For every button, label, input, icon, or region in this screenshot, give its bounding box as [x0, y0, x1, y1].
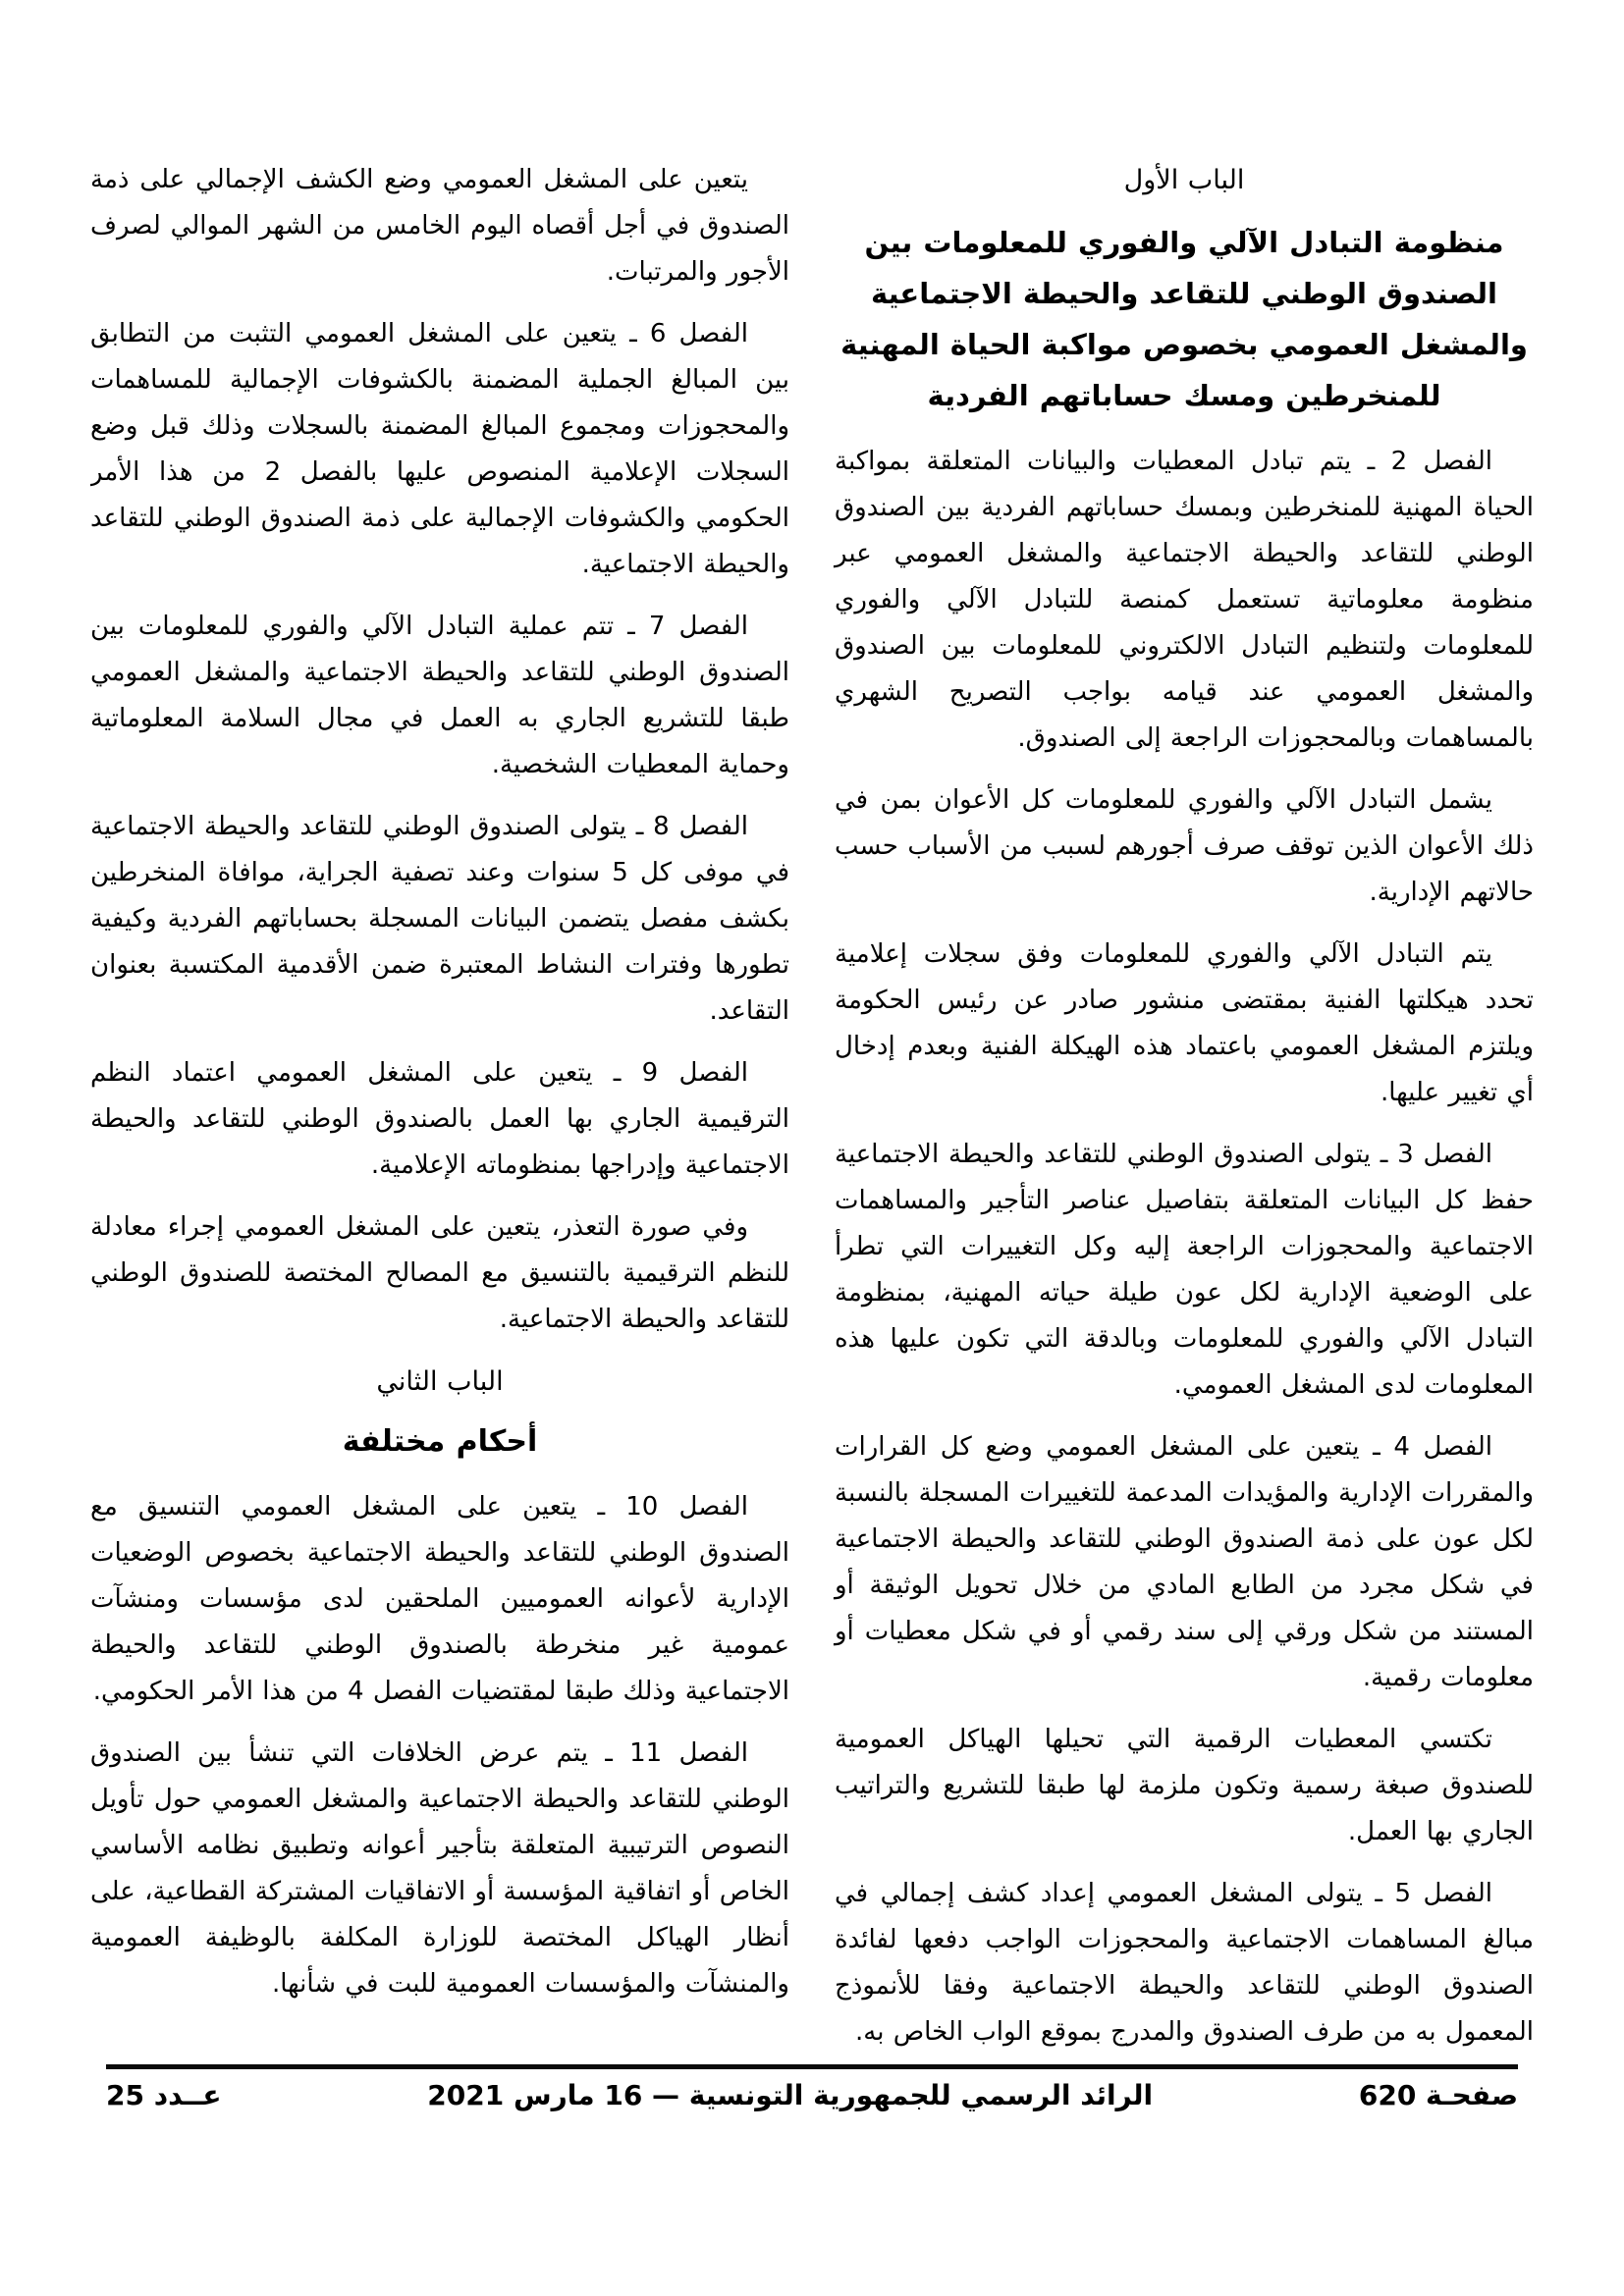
article-8-paragraph: الفصل 8 ـ يتولى الصندوق الوطني للتقاعد والحيطة الاجتماعية في موفى كل 5 سنوات وعند تصفية الجراية، موافاة المنخرطين بكشف مفصل يتضمن البيانات المسجلة بحساباتهم الفردية وكيفية تطورها وفترات النشاط المعتبرة ضمن الأقدمية المكتسبة بعنوان التقاعد.: [90, 812, 789, 1026]
footer-journal-title-and-date: الرائد الرسمي للجمهورية التونسية — 16 مارس 2021: [427, 2079, 1154, 2111]
footer-issue-number: عــدد 25: [106, 2079, 222, 2111]
article-5-continuation-paragraph: يتعين على المشغل العمومي وضع الكشف الإجمالي على ذمة الصندوق في أجل أقصاه اليوم الخامس من الشهر الموالي لصرف الأجور والمرتبات.: [90, 165, 789, 287]
article-3-paragraph: الفصل 3 ـ يتولى الصندوق الوطني للتقاعد والحيطة الاجتماعية حفظ كل البيانات المتعلقة بتفاصيل عناصر التأجير والمساهمات الاجتماعية والمحجوزات الراجعة إليه وكل التغييرات التي تطرأ على الوضعية الإدارية لكل عون طيلة حياته المهنية، بمنظومة التبادل الآلي والفوري للمعلومات وبالدقة التي تكون عليها هذه المعلومات لدى المشغل العمومي.: [835, 1140, 1534, 1400]
part-two-label: الباب الثاني: [376, 1366, 504, 1397]
part-two-title: أحكام مختلفة: [342, 1424, 538, 1459]
article-6-paragraph: الفصل 6 ـ يتعين على المشغل العمومي التثبت من التطابق بين المبالغ الجملية المضمنة بالكشوفات الإجمالية للمساهمات والمحجوزات ومجموع المبالغ المضمنة بالسجلات وذلك قبل وضع السجلات الإعلامية المنصوص عليها بالفصل 2 من هذا الأمر الحكومي والكشوفات الإجمالية على ذمة الصندوق الوطني للتقاعد والحيطة الاجتماعية.: [90, 319, 789, 579]
article-9-paragraph: الفصل 9 ـ يتعين على المشغل العمومي اعتماد النظم الترقيمية الجاري بها العمل بالصندوق الوطني للتقاعد والحيطة الاجتماعية وإدراجها بمنظوماته الإعلامية.: [90, 1058, 789, 1180]
page-footer: [106, 2079, 1518, 2111]
column-left: [90, 157, 789, 2052]
part-one-label: الباب الأول: [1123, 165, 1245, 195]
article-5-paragraph: الفصل 5 ـ يتولى المشغل العمومي إعداد كشف إجمالي في مبالغ المساهمات الاجتماعية والمحجوزات الواجب دفعها لفائدة الصندوق الوطني للتقاعد والحيطة الاجتماعية وفقا للأنموذج المعمول به من طرف الصندوق والمدرج بموقع الواب الخاص به.: [835, 1879, 1534, 2047]
footer-divider: [106, 2064, 1518, 2069]
article-2-paragraph: الفصل 2 ـ يتم تبادل المعطيات والبيانات المتعلقة بمواكبة الحياة المهنية للمنخرطين وبمسك حساباتهم الفردية بين الصندوق الوطني للتقاعد والحيطة الاجتماعية والمشغل العمومي عبر منظومة معلوماتية تستعمل كمنصة للتبادل الآلي والفوري للمعلومات ولتنظيم التبادل الالكتروني للمعلومات بين الصندوق والمشغل العمومي عند قيامه بواجب التصريح الشهري بالمساهمات وبالمحجوزات الراجعة إلى الصندوق.: [835, 447, 1534, 753]
page-body: [90, 157, 1534, 2052]
article-4-continuation-paragraph: تكتسي المعطيات الرقمية التي تحيلها الهياكل العمومية للصندوق صبغة رسمية وتكون ملزمة لها طبقا للتشريع والتراتيب الجاري بها العمل.: [835, 1725, 1534, 1846]
article-9-continuation-paragraph: وفي صورة التعذر، يتعين على المشغل العمومي إجراء معادلة للنظم الترقيمية بالتنسيق مع المصالح المختصة للصندوق الوطني للتقاعد والحيطة الاجتماعية.: [90, 1212, 789, 1334]
article-7-paragraph: الفصل 7 ـ تتم عملية التبادل الآلي والفوري للمعلومات بين الصندوق الوطني للتقاعد والحيطة الاجتماعية والمشغل العمومي طبقا للتشريع الجاري به العمل في مجال السلامة المعلوماتية وحماية المعطيات الشخصية.: [90, 612, 789, 779]
footer-page-number: صفحـة 620: [1358, 2079, 1518, 2111]
article-11-paragraph: الفصل 11 ـ يتم عرض الخلافات التي تنشأ بين الصندوق الوطني للتقاعد والحيطة الاجتماعية والمشغل العمومي حول تأويل النصوص الترتيبية المتعلقة بتأجير أعوانه وتطبيق نظامه الأساسي الخاص أو اتفاقية المؤسسة أو الاتفاقيات المشتركة القطاعية، على أنظار الهياكل المختصة للوزارة المكلفة بالوظيفة العمومية والمنشآت والمؤسسات العمومية للبت في شأنها.: [90, 1738, 789, 1999]
article-4-paragraph: الفصل 4 ـ يتعين على المشغل العمومي وضع كل القرارات والمقررات الإدارية والمؤيدات المدعمة للتغييرات المسجلة بالنسبة لكل عون على ذمة الصندوق الوطني للتقاعد والحيطة الاجتماعية في شكل مجرد من الطابع المادي من خلال تحويل الوثيقة أو المستند من شكل ورقي إلى سند رقمي أو في شكل معطيات أو معلومات رقمية.: [835, 1432, 1534, 1692]
article-2-continuation-paragraph: يشمل التبادل الآلي والفوري للمعلومات كل الأعوان بمن في ذلك الأعوان الذين توقف صرف أجورهم لسبب من الأسباب حسب حالاتهم الإدارية.: [835, 785, 1534, 907]
article-2-second-continuation-paragraph: يتم التبادل الآلي والفوري للمعلومات وفق سجلات إعلامية تحدد هيكلتها الفنية بمقتضى منشور صادر عن رئيس الحكومة ويلتزم المشغل العمومي باعتماد هذه الهيكلة الفنية وبعدم إدخال أي تغيير عليها.: [835, 939, 1534, 1107]
article-10-paragraph: الفصل 10 ـ يتعين على المشغل العمومي التنسيق مع الصندوق الوطني للتقاعد والحيطة الاجتماعية بخصوص الوضعيات الإدارية لأعوانه العموميين الملحقين لدى مؤسسات ومنشآت عمومية غير منخرطة بالصندوق الوطني للتقاعد والحيطة الاجتماعية وذلك طبقا لمقتضيات الفصل 4 من هذا الأمر الحكومي.: [90, 1492, 789, 1706]
part-one-title: منظومة التبادل الآلي والفوري للمعلومات بين الصندوق الوطني للتقاعد والحيطة الاجتماعية والمشغل العمومي بخصوص مواكبة الحياة المهنية للمنخرطين ومسك حساباتهم الفردية: [840, 226, 1528, 412]
column-right: [835, 157, 1534, 2052]
